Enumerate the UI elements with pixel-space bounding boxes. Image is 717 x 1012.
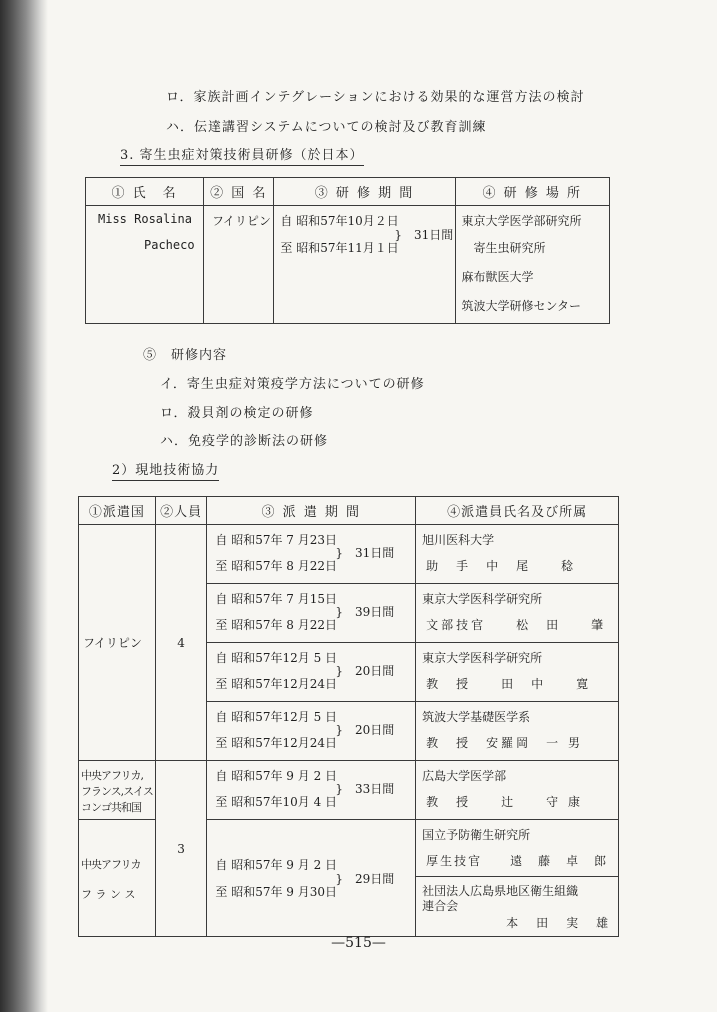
- period-to: 至 昭和57年 8 月22日: [215, 559, 338, 573]
- section5-item: ハ．免疫学的診断法の研修: [160, 434, 329, 449]
- binding-shadow: [0, 0, 48, 1012]
- trainee-name-line1: Miss Rosalina: [98, 212, 192, 226]
- dispatch-period-cell: [207, 584, 416, 643]
- member-name: 文部技官 松 田 肇: [426, 618, 607, 632]
- member-affiliation: 広島大学医学部: [422, 769, 507, 783]
- member-affiliation: 国立予防衛生研究所: [422, 828, 531, 842]
- dispatch-country: 中央アフリカ: [81, 858, 141, 871]
- header-dispatch-country: ①派遣国: [79, 497, 156, 525]
- period-duration: } 20日間: [335, 723, 395, 737]
- header-personnel: ②人員: [155, 497, 207, 525]
- period-duration: } 39日間: [335, 605, 395, 619]
- header-name: ① 氏 名: [86, 178, 204, 206]
- section2-title: 2）現地技術協力: [112, 459, 219, 481]
- header-member-affiliation: ④派遣員氏名及び所属: [416, 497, 619, 525]
- period-from: 自 昭和57年 7 月23日: [215, 533, 338, 547]
- dispatch-country-cell: [79, 525, 156, 761]
- member-name: 助 手 中 尾 稔: [426, 559, 577, 573]
- period-from: 自 昭和57年 7 月15日: [215, 592, 338, 606]
- member-affiliation: 東京大学医科学研究所: [422, 651, 543, 665]
- period-duration: } 29日間: [335, 872, 395, 886]
- trainee-name-line2: Pacheco: [144, 238, 195, 252]
- member-affiliation: 連合会: [422, 899, 459, 913]
- member-cell: [416, 643, 619, 702]
- period-from: 自 昭和57年 9 月 2 日: [215, 769, 338, 783]
- header-country: ② 国 名: [204, 178, 274, 206]
- dispatch-period-cell: [207, 525, 416, 584]
- place-item: 筑波大学研修センター: [461, 299, 582, 313]
- dispatch-country-cell: [79, 820, 156, 937]
- section3-title: 3. 寄生虫症対策技術員研修（於日本）: [120, 144, 364, 166]
- period-to: 至 昭和57年 9 月30日: [215, 885, 338, 899]
- period-from: 自 昭和57年10月２日: [280, 214, 399, 228]
- section5-title: ⑤ 研修内容: [143, 348, 228, 363]
- personnel-count-cell: [155, 525, 207, 761]
- member-affiliation: 筑波大学基礎医学系: [422, 710, 531, 724]
- item-ha: ハ．伝達講習システムについての検討及び教育訓練: [166, 120, 487, 135]
- period-from: 自 昭和57年12月 5 日: [215, 710, 338, 724]
- personnel-count-cell: [155, 761, 207, 937]
- trainee-name-cell: [86, 206, 204, 324]
- period-to: 至 昭和57年12月24日: [215, 736, 338, 750]
- section5-item: イ．寄生虫症対策疫学方法についての研修: [160, 377, 425, 392]
- member-cell: [416, 525, 619, 584]
- member-affiliation: 旭川医科大学: [422, 533, 495, 547]
- header-period: ③ 研 修 期 間: [274, 178, 455, 206]
- item-ro: ロ．家族計画インテグレーションにおける効果的な運営方法の検討: [166, 90, 585, 105]
- trainee-country: フイリピン: [212, 214, 271, 228]
- dispatch-country-cell: [79, 761, 156, 820]
- place-item: 東京大学医学部研究所: [461, 214, 582, 228]
- member-name: 本 田 実 雄: [506, 916, 612, 930]
- dispatch-table: [78, 496, 619, 937]
- place-item: 麻布獣医大学: [461, 270, 534, 284]
- header-dispatch-period: ③ 派 遣 期 間: [207, 497, 416, 525]
- personnel-count: 4: [177, 635, 185, 650]
- period-from: 自 昭和57年12月 5 日: [215, 651, 338, 665]
- page-number: —515—: [331, 935, 386, 951]
- dispatch-country: コンゴ共和国: [81, 801, 141, 814]
- period-to: 至 昭和57年10月 4 日: [215, 795, 338, 809]
- dispatch-period-cell: [207, 702, 416, 761]
- member-affiliation: 社団法人広島県地区衛生組織: [422, 884, 579, 898]
- member-cell: [416, 584, 619, 643]
- period-to: 至 昭和57年 8 月22日: [215, 618, 338, 632]
- dispatch-period-cell: [207, 820, 416, 937]
- member-cell: [416, 702, 619, 761]
- dispatch-country: フ ラ ン ス: [81, 888, 136, 901]
- period-from: 自 昭和57年 9 月 2 日: [215, 858, 338, 872]
- member-name: 教 授 辻 守 康: [426, 795, 583, 809]
- trainee-country-cell: [204, 206, 274, 324]
- period-duration: } 31日間: [394, 228, 454, 242]
- member-cell: [416, 820, 619, 937]
- dispatch-country: 中央アフリカ,: [81, 769, 143, 782]
- personnel-count: 3: [177, 841, 185, 856]
- dispatch-country: フイリピン: [83, 636, 142, 650]
- period-to: 至 昭和57年12月24日: [215, 677, 338, 691]
- period-duration: } 31日間: [335, 546, 395, 560]
- trainee-place-cell: [455, 206, 609, 324]
- member-affiliation: 東京大学医科学研究所: [422, 592, 543, 606]
- period-duration: } 20日間: [335, 664, 395, 678]
- place-item: 寄生虫研究所: [473, 241, 546, 255]
- dispatch-country: フランス,スイス: [81, 785, 153, 798]
- period-duration: } 33日間: [335, 782, 395, 796]
- member-name: 厚生技官 遠 藤 卓 郎: [426, 854, 609, 868]
- training-table: [85, 177, 610, 324]
- dispatch-period-cell: [207, 643, 416, 702]
- period-to: 至 昭和57年11月１日: [280, 241, 399, 255]
- trainee-period-cell: [274, 206, 455, 324]
- header-place: ④ 研 修 場 所: [455, 178, 609, 206]
- member-cell: [416, 761, 619, 820]
- section5-item: ロ．殺貝剤の検定の研修: [160, 406, 314, 421]
- member-name: 教 授 安羅岡 一 男: [426, 736, 583, 750]
- member-name: 教 授 田 中 寛: [426, 677, 592, 691]
- dispatch-period-cell: [207, 761, 416, 820]
